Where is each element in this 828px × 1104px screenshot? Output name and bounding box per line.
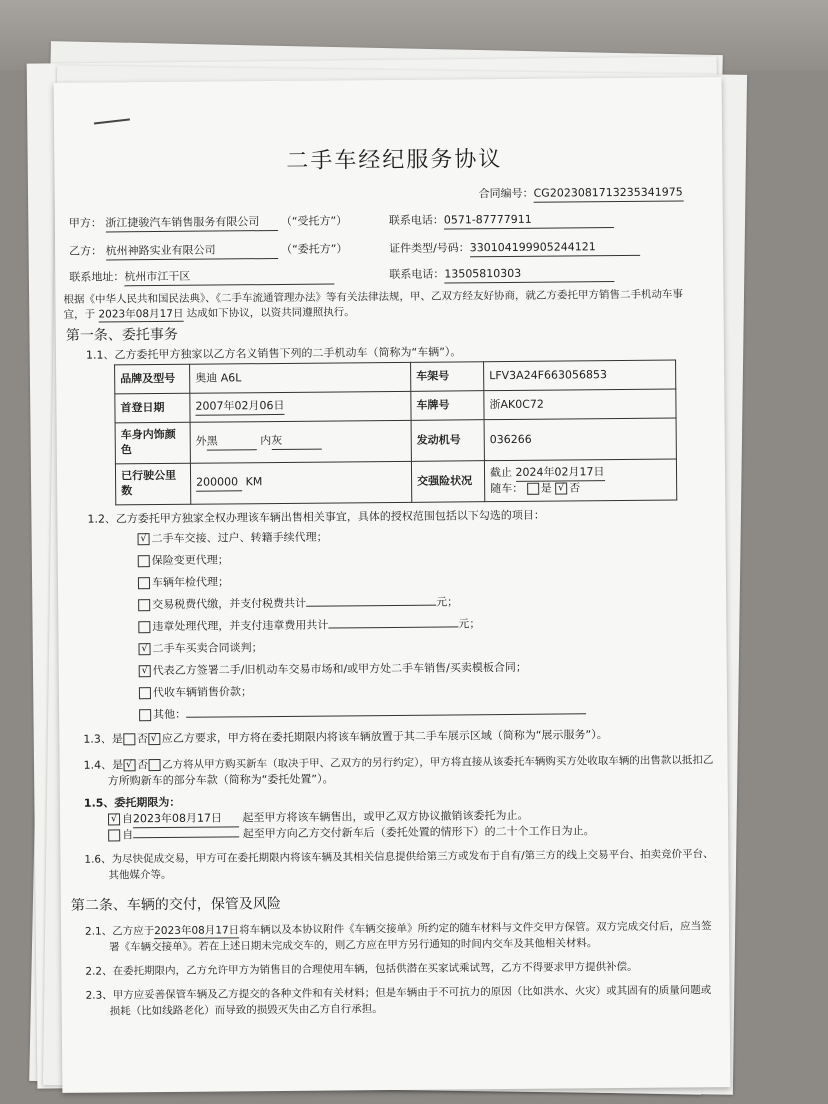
reg-date-value: 2007年02月06日 bbox=[195, 399, 284, 416]
term-start-date: 2023年08月17日 bbox=[133, 811, 239, 828]
plate-label: 车牌号 bbox=[411, 391, 484, 421]
option-item: 其他： bbox=[139, 704, 586, 723]
intro-date: 2023年08月17日 bbox=[98, 307, 183, 323]
insurance-yes-checkbox[interactable] bbox=[527, 482, 539, 494]
plate-value: 浙AK0C72 bbox=[484, 389, 676, 420]
option-item: 车辆年检代理； bbox=[138, 575, 229, 591]
color-cell: 外黑 内灰 bbox=[190, 420, 411, 463]
option-checkbox[interactable] bbox=[139, 687, 151, 699]
option-checkbox[interactable]: √ bbox=[139, 665, 151, 677]
reg-date-label: 首登日期 bbox=[115, 393, 190, 423]
clause-2-3-line-2: 损耗（比如线路老化）而导致的损毁灭失由乙方自行承担。 bbox=[109, 1003, 383, 1018]
clause-1-4-yes-checkbox[interactable]: √ bbox=[123, 759, 135, 771]
contract-number: CG2023081713235341975 bbox=[534, 185, 684, 202]
option-item: √ 二手车交接、过户、转籍手续代理； bbox=[138, 531, 328, 548]
party-b-name: 杭州神路实业有限公司 bbox=[106, 243, 278, 260]
clause-1-2: 1.2、乙方委托甲方独家全权办理该车辆出售相关事宜，具体的授权范围包括以下勾选的项目： bbox=[87, 508, 545, 526]
brand-label: 品牌及型号 bbox=[115, 364, 190, 394]
option-item: √ 二手车买卖合同谈判； bbox=[138, 641, 262, 657]
clause-1-3-yes-checkbox[interactable] bbox=[123, 733, 135, 745]
clause-2-1-line-2: 署《车辆交接单》。若在上述日期未完成交车的，则乙方应在甲方另行通知的时间内交车及其他相关材料。 bbox=[109, 937, 598, 954]
option-item: 交易税费代缴，并支付税费共计 元； bbox=[138, 595, 458, 613]
clause-1-6: 1.6、为尽快促成交易，甲方可在委托期限内将该车辆及其相关信息提供给第三方或发布于自有/第三方的线上交易平台、拍卖竞价平台、 bbox=[84, 848, 714, 866]
reg-date-cell bbox=[190, 391, 411, 422]
party-a-name: 浙江捷骏汽车销售服务有限公司 bbox=[105, 215, 277, 232]
party-a-phone-row: 联系电话：0571-87777911 bbox=[389, 212, 614, 230]
option-item: 违章处理代理，并支付违章费用共计 元； bbox=[138, 617, 480, 635]
party-a-row: 甲方： 浙江捷骏汽车销售服务有限公司 （“受托方”） bbox=[69, 214, 348, 232]
mileage-value: 200000 bbox=[196, 475, 242, 491]
party-b-id: 330104199905244121 bbox=[470, 240, 640, 257]
mileage-label: 已行驶公里数 bbox=[115, 463, 190, 505]
clause-2-3: 2.3、甲方应妥善保管车辆及乙方提交的各种文件和有关材料；但是车辆由于不可抗力的原因（比如洪水、火灾）或其固有的质量问题或 bbox=[85, 984, 712, 1002]
party-a-phone: 0571-87777911 bbox=[444, 212, 614, 229]
pen-mark bbox=[94, 118, 130, 124]
option-checkbox[interactable] bbox=[138, 621, 150, 633]
clause-2-1: 2.1、乙方应于2023年08月17日将车辆以及本协议附件《车辆交接单》所约定的随车材料与文件交甲方保管。双方完成交付后，应当签 bbox=[84, 920, 712, 938]
clause-1-4-no-checkbox[interactable] bbox=[148, 759, 160, 771]
contract-number-row: 合同编号：CG2023081713235341975 bbox=[479, 185, 684, 203]
insurance-until: 2024年02月17日 bbox=[515, 465, 604, 482]
clause-1-5-a: √ 自2023年08月17日 起至甲方将该车辆售出，或甲乙双方协议撤销该委托为止。 bbox=[108, 809, 529, 829]
option-checkbox[interactable] bbox=[138, 555, 150, 567]
document-title: 二手车经纪服务协议 bbox=[286, 147, 503, 174]
term-a-checkbox[interactable]: √ bbox=[108, 813, 120, 825]
insurance-label: 交强险状况 bbox=[411, 461, 484, 503]
option-item: 保险变更代理； bbox=[138, 553, 229, 569]
clause-1-4-line-2: 方所购新车的部分车款（简称为“委托处置”）。 bbox=[107, 772, 334, 788]
insurance-no-checkbox[interactable]: √ bbox=[555, 482, 567, 494]
option-checkbox[interactable]: √ bbox=[138, 643, 150, 655]
clause-1-4: 1.4、是 √ 否 乙方将从甲方购买新车（取决于甲、乙双方的另行约定），甲方将直接从该委托车辆购买方处收取车辆的出售款以抵扣乙 bbox=[83, 754, 714, 772]
mileage-cell: 200000 KM bbox=[190, 461, 411, 504]
option-checkbox[interactable]: √ bbox=[138, 533, 150, 545]
clause-1-3-no-checkbox[interactable]: √ bbox=[148, 733, 160, 745]
brand-value: 奥迪 A6L bbox=[190, 362, 411, 393]
intro-line-1: 根据《中华人民共和国民法典》、《二手车流通管理办法》等有关法律法规，甲、乙双方经友好协商，就乙方委托甲方销售二手机动车事 bbox=[63, 288, 684, 306]
handover-date: 2023年08月17日 bbox=[154, 923, 239, 939]
party-b-row: 乙方： 杭州神路实业有限公司 （“委托方”） bbox=[69, 242, 348, 260]
engine-value: 036266 bbox=[484, 418, 676, 461]
party-b-phone: 13505810303 bbox=[444, 266, 614, 283]
clause-1-3: 1.3、是 否 √ 应乙方要求，甲方将在委托期限内将该车辆放置于其二手车展示区域（简称为“展示服务”）。 bbox=[83, 728, 608, 746]
option-item: √ 代表乙方签署二手/旧机动车交易市场和/或甲方处二手车销售/买卖模板合同； bbox=[139, 661, 527, 679]
vin-label: 车架号 bbox=[411, 362, 484, 392]
engine-label: 发动机号 bbox=[411, 420, 484, 462]
term-b-checkbox[interactable] bbox=[108, 829, 120, 841]
insurance-cell: 截止 2024年02月17日 随车： 是 √ 否 bbox=[484, 459, 676, 502]
clause-1-1: 1.1、乙方委托甲方独家以乙方名义销售下列的二手机动车（简称为“车辆”）。 bbox=[85, 345, 462, 362]
option-checkbox[interactable] bbox=[138, 599, 150, 611]
color-label: 车身内饰颜色 bbox=[115, 422, 190, 464]
interior-color: 灰 bbox=[271, 434, 321, 450]
clause-2-2: 2.2、在委托期限内，乙方允许甲方为销售目的合理使用车辆，包括供潜在买家试乘试驾，乙方不得要求甲方提供补偿。 bbox=[85, 960, 638, 978]
vehicle-info-table bbox=[114, 360, 677, 506]
article-2-heading: 第二条、车辆的交付，保管及风险 bbox=[70, 895, 281, 914]
party-b-phone-row: 联系电话：13505810303 bbox=[389, 266, 614, 284]
party-b-address: 杭州市江干区 bbox=[124, 268, 334, 286]
clause-1-6-line-2: 其他媒介等。 bbox=[108, 868, 172, 882]
exterior-color: 黑 bbox=[207, 434, 257, 450]
party-b-address-row: 联系地址：杭州市江干区 bbox=[69, 268, 334, 286]
intro-line-2: 宜，于 2023年08月17日 达成如下协议，以资共同遵照执行。 bbox=[63, 306, 355, 321]
option-checkbox[interactable] bbox=[138, 577, 150, 589]
option-item: 代收车辆销售价款； bbox=[139, 685, 252, 701]
article-1-heading: 第一条、委托事务 bbox=[65, 326, 178, 344]
clause-1-5-label: 1.5、委托期限为： bbox=[83, 795, 181, 810]
clause-1-5-b: 自 起至甲方向乙方交付新车后（委托处置的情形下）的二十个工作日为止。 bbox=[108, 824, 595, 843]
option-checkbox[interactable] bbox=[139, 709, 151, 721]
party-b-id-row: 证件类型/号码：330104199905244121 bbox=[389, 240, 640, 258]
vin-value: LFV3A24F663056853 bbox=[484, 360, 676, 391]
contract-page bbox=[54, 77, 731, 1093]
